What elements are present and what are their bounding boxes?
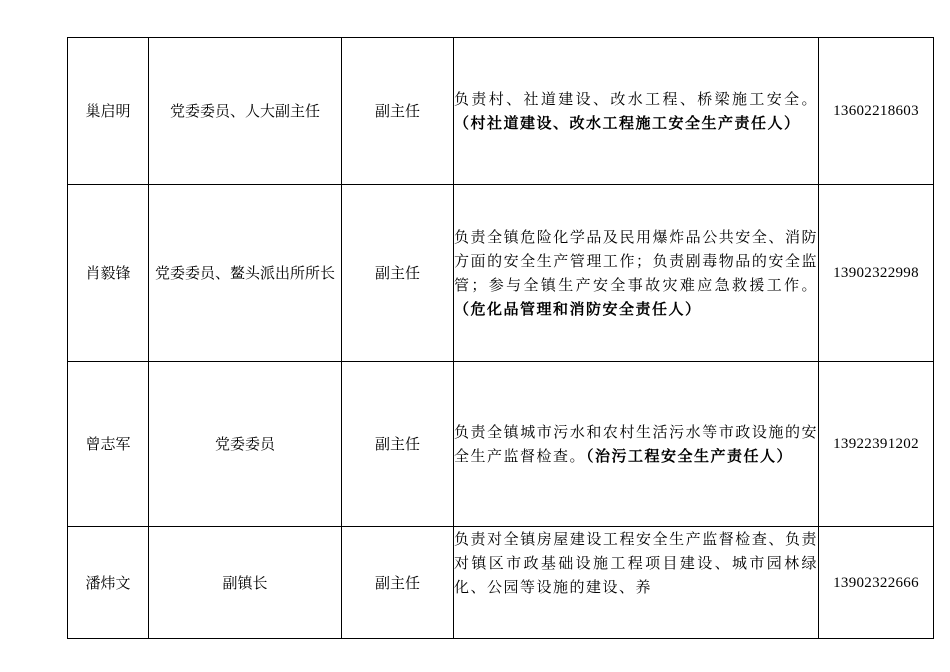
person-position: 副镇长 xyxy=(149,527,342,639)
table-row xyxy=(68,38,934,185)
person-position: 党委委员、人大副主任 xyxy=(149,38,342,185)
document-page xyxy=(67,37,934,639)
responsibility-table xyxy=(67,37,934,639)
person-name: 曾志军 xyxy=(68,362,149,527)
duty-text: 负责全镇危险化学品及民用爆炸品公共安全、消防方面的安全生产管理工作；负责剧毒物品的安全监管；参与全镇生产安全事故灾难应急救援工作。 xyxy=(454,228,818,294)
committee-role: 副主任 xyxy=(342,362,454,527)
table-row xyxy=(68,185,934,362)
duty-text: 负责村、社道建设、改水工程、桥梁施工安全。 xyxy=(454,90,818,108)
person-name: 潘炜文 xyxy=(68,527,149,639)
duty-text: 负责对全镇房屋建设工程安全生产监督检查、负责对镇区市政基础设施工程项目建设、城市园林绿化、公园等设施的建设、养 xyxy=(454,530,818,596)
phone-number: 13922391202 xyxy=(819,362,934,527)
phone-number: 13902322666 xyxy=(819,527,934,639)
duty-responsibility: （村社道建设、改水工程施工安全生产责任人） xyxy=(454,114,801,132)
duty-responsibility: （危化品管理和消防安全责任人） xyxy=(454,300,702,318)
phone-number: 13902322998 xyxy=(819,185,934,362)
duty-description xyxy=(454,527,819,639)
table-row xyxy=(68,362,934,527)
duty-description xyxy=(454,362,819,527)
person-name: 肖毅锋 xyxy=(68,185,149,362)
person-position: 党委委员、鳌头派出所所长 xyxy=(149,185,342,362)
person-position: 党委委员 xyxy=(149,362,342,527)
duty-description xyxy=(454,185,819,362)
duty-description xyxy=(454,38,819,185)
phone-number: 13602218603 xyxy=(819,38,934,185)
duty-text: 负责全镇城市污水和农村生活污水等市政设施的安全生产监督检查。 xyxy=(454,423,818,465)
committee-role: 副主任 xyxy=(342,38,454,185)
committee-role: 副主任 xyxy=(342,527,454,639)
committee-role: 副主任 xyxy=(342,185,454,362)
duty-responsibility: （治污工程安全生产责任人） xyxy=(586,447,794,465)
table-row xyxy=(68,527,934,639)
person-name: 巢启明 xyxy=(68,38,149,185)
